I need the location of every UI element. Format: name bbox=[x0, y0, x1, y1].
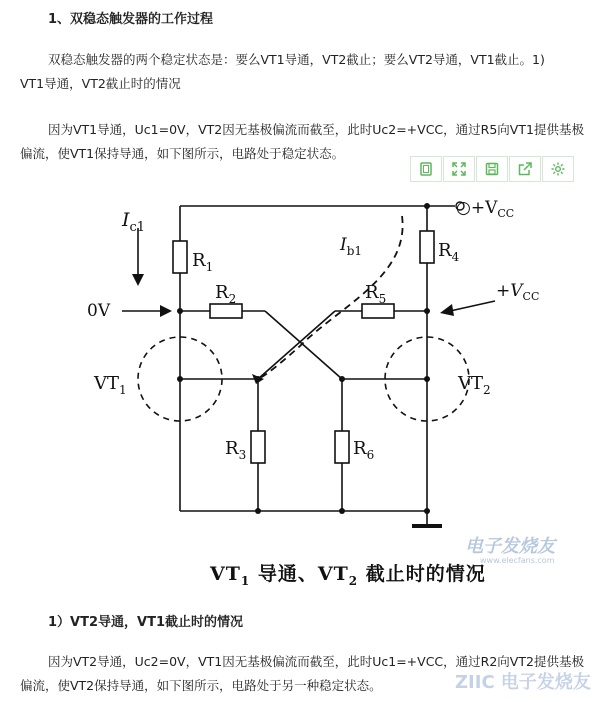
r4-label: $R_4$ bbox=[438, 240, 460, 264]
r2-label: $R_2$ bbox=[215, 282, 237, 306]
zero-v-label: 0V bbox=[87, 301, 111, 321]
settings-button[interactable] bbox=[542, 156, 574, 182]
intro-paragraph-line2: VT1导通，VT2截止时的情况 bbox=[20, 76, 181, 91]
r6-label: $R_6$ bbox=[353, 438, 375, 462]
save-icon bbox=[484, 161, 500, 177]
watermark-logo: 电子发烧友 bbox=[465, 536, 555, 557]
r1-label: $R_1$ bbox=[192, 250, 214, 274]
vcc-arrowhead bbox=[440, 304, 454, 316]
explanation-paragraph-line2: 偏流，使VT1保持导通，如下图所示，电路处于稳定状态。 bbox=[20, 146, 345, 161]
intro-paragraph-line1: 双稳态触发器的两个稳定状态是：要么VT1导通，VT2截止；要么VT2导通，VT1截止。1) bbox=[48, 52, 545, 67]
ic1-label: $I_{c1}$ bbox=[122, 209, 146, 235]
ib1-label: $I_{b1}$ bbox=[340, 235, 363, 258]
resistor-r2 bbox=[210, 304, 242, 318]
zero-v-arrowhead bbox=[160, 305, 172, 317]
expand-icon bbox=[451, 161, 467, 177]
page-button[interactable] bbox=[410, 156, 442, 182]
ic1-arrowhead bbox=[132, 274, 144, 286]
section-heading-2: 1）VT2导通，VT1截止时的情况 bbox=[48, 615, 243, 630]
resistor-r4 bbox=[420, 231, 434, 263]
watermark-bottom: ZIIC 电子发烧友 bbox=[455, 672, 591, 693]
cross-wire-r5 bbox=[258, 311, 335, 379]
vt2-label: $VT_2$ bbox=[458, 373, 491, 397]
share-icon bbox=[517, 161, 533, 177]
image-toolbar bbox=[410, 156, 575, 182]
final-paragraph-line2: 偏流，使VT2保持导通，如下图所示，电路处于另一种稳定状态。 bbox=[20, 678, 382, 693]
resistor-r6 bbox=[335, 431, 349, 463]
vt1-label: $VT_1$ bbox=[94, 373, 127, 397]
share-button[interactable] bbox=[509, 156, 541, 182]
circuit-diagram bbox=[60, 186, 560, 586]
expand-button[interactable] bbox=[443, 156, 475, 182]
explanation-paragraph-line1: 因为VT1导通，Uc1=0V，VT2因无基极偏流而截至，此时Uc2=+VCC，通过R5向VT1提供基极 bbox=[48, 122, 584, 137]
vcc-top-label: $○+V_{CC}$ bbox=[456, 198, 515, 220]
watermark-url: www.elecfans.com bbox=[480, 556, 555, 565]
resistor-r3 bbox=[251, 431, 265, 463]
settings-icon bbox=[550, 161, 566, 177]
section-heading-1: 1、双稳态触发器的工作过程 bbox=[48, 12, 214, 27]
save-button[interactable] bbox=[476, 156, 508, 182]
diagram-caption: $VT_1$ 导通、$VT_2$ 截止时的情况 bbox=[210, 563, 486, 588]
final-paragraph-line1: 因为VT2导通，Uc2=0V，VT1因无基极偏流而截至，此时Uc1=+VCC，通过R2向VT2提供基极 bbox=[48, 654, 584, 669]
vcc-right-label: $+V_{CC}$ bbox=[496, 281, 540, 303]
resistor-r1 bbox=[173, 241, 187, 273]
resistor-r5 bbox=[362, 304, 394, 318]
page-icon bbox=[418, 161, 434, 177]
ground-symbol bbox=[412, 524, 442, 528]
cross-wire-r2 bbox=[265, 311, 342, 379]
r5-label: $R_5$ bbox=[365, 282, 387, 306]
r3-label: $R_3$ bbox=[225, 438, 247, 462]
